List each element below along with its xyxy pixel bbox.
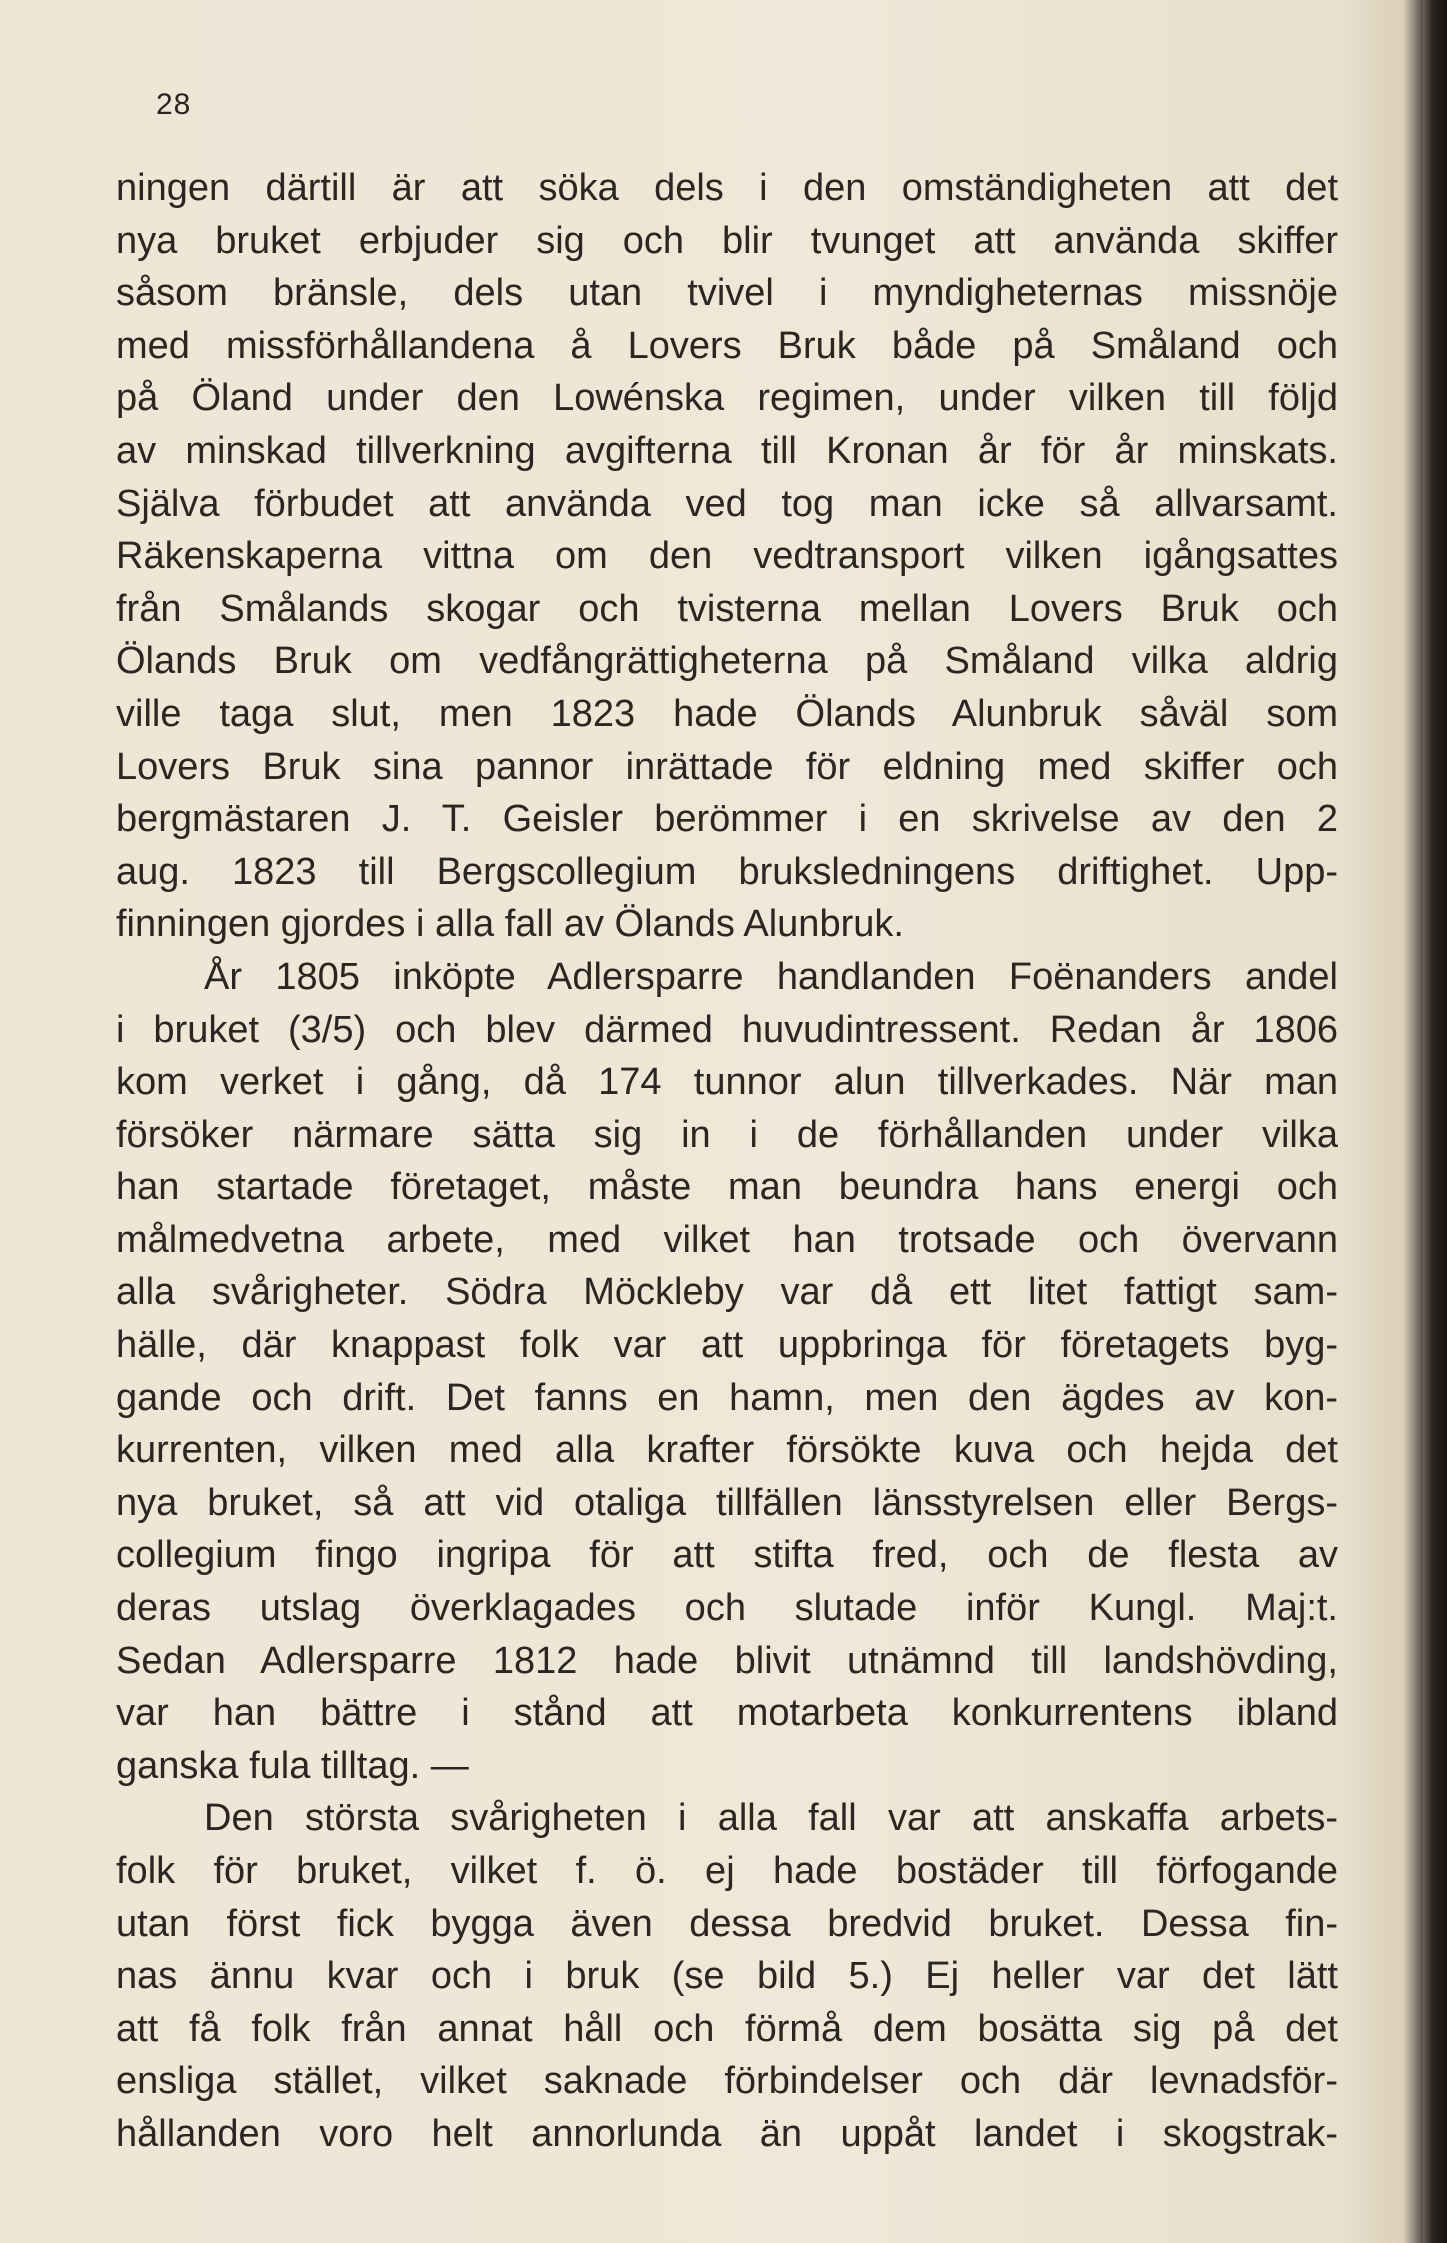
text-line: kom verket i gång, då 174 tunnor alun tillverkades. När man [116,1061,1338,1104]
text-line: deras utslag överklagades och slutade inför Kungl. Maj:t. [116,1587,1338,1630]
text-line: finningen gjordes i alla fall av Ölands Alunbruk. [116,903,904,946]
text-line: Den största svårigheten i alla fall var att anskaffa arbets- [204,1797,1338,1840]
text-line: ganska fula tilltag. — [116,1744,469,1787]
text-line: från Smålands skogar och tvisterna mellan Lovers Bruk och [116,587,1338,630]
text-line: han startade företaget, måste man beundra hans energi och [116,1166,1338,1209]
text-line: Själva förbudet att använda ved tog man icke så allvarsamt. [116,482,1338,525]
text-line: på Öland under den Lowénska regimen, under vilken till följd [116,377,1338,420]
text-line: ningen därtill är att söka dels i den omständigheten att det [116,167,1338,209]
text-line: bergmästaren J. T. Geisler berömmer i en skrivelse av den 2 [116,798,1338,841]
text-line: nas ännu kvar och i bruk (se bild 5.) Ej heller var det lätt [116,1955,1338,1998]
text-line: gande och drift. Det fanns en hamn, men den ägdes av kon- [116,1376,1338,1419]
text-line: såsom bränsle, dels utan tvivel i myndigheternas missnöje [116,272,1338,315]
text-line: hållanden voro helt annorlunda än uppåt landet i skogstrak- [116,2112,1338,2155]
text-line: Lovers Bruk sina pannor inrättade för eldning med skiffer och [116,745,1338,788]
text-line: av minskad tillverkning avgifterna till Kronan år för år minskats. [116,429,1338,472]
body-text [116,162,1338,2161]
text-line: att få folk från annat håll och förmå dem bosätta sig på det [116,2007,1338,2050]
text-line: försöker närmare sätta sig in i de förhållanden under vilka [116,1113,1338,1156]
text-line: målmedvetna arbete, med vilket han trotsade och övervann [116,1218,1338,1261]
text-line: ville taga slut, men 1823 hade Ölands Alunbruk såväl som [116,692,1338,735]
page-number: 28 [156,88,192,121]
text-line: folk för bruket, vilket f. ö. ej hade bostäder till förfogande [116,1850,1338,1892]
book-spine-edge [1423,0,1447,2243]
text-line: alla svårigheter. Södra Möckleby var då ett litet fattigt sam- [116,1271,1338,1314]
text-line: med missförhållandena å Lovers Bruk både på Småland och [116,324,1338,367]
text-line: var han bättre i stånd att motarbeta konkurrentens ibland [116,1692,1338,1735]
text-line: i bruket (3/5) och blev därmed huvudintressent. Redan år 1806 [116,1008,1338,1051]
text-line: År 1805 inköpte Adlersparre handlanden Foënanders andel [204,955,1338,998]
text-line: collegium fingo ingripa för att stifta fred, och de flesta av [116,1534,1338,1577]
text-line: hälle, där knappast folk var att uppbringa för företagets byg- [116,1324,1338,1367]
text-line: aug. 1823 till Bergscollegium bruksledningens driftighet. Upp- [116,850,1338,893]
text-line: Ölands Bruk om vedfångrättigheterna på Småland vilka aldrig [116,640,1338,683]
text-line: kurrenten, vilken med alla krafter försökte kuva och hejda det [116,1429,1338,1472]
text-line: ensliga stället, vilket saknade förbindelser och där levnadsför- [116,2060,1338,2103]
text-line: Räkenskaperna vittna om den vedtransport vilken igångsattes [116,535,1338,578]
text-line: utan först fick bygga även dessa bredvid bruket. Dessa fin- [116,1902,1338,1945]
text-line: nya bruket erbjuder sig och blir tvunget att använda skiffer [116,219,1338,262]
text-line: Sedan Adlersparre 1812 hade blivit utnämnd till landshövding, [116,1639,1338,1682]
text-line: nya bruket, så att vid otaliga tillfällen länsstyrelsen eller Bergs- [116,1481,1338,1524]
